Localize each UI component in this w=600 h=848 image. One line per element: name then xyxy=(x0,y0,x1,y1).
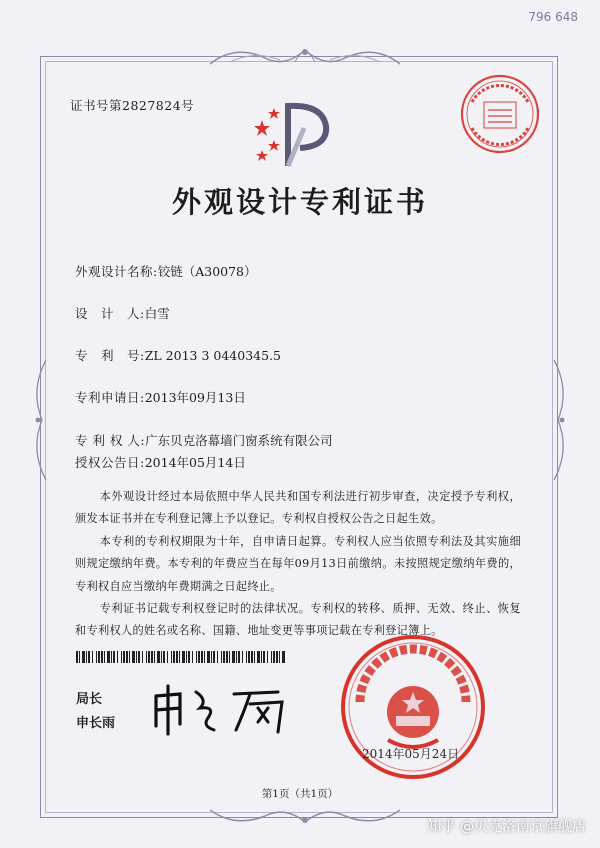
field-value: ZL 2013 3 0440345.5 xyxy=(144,348,281,363)
paragraph: 本外观设计经过本局依照中华人民共和国专利法进行初步审查，决定授予专利权，颁发本证书并在专利登记簿上予以登记。专利权自授权公告之日起生效。 xyxy=(75,490,521,526)
paragraph: 专利证书记载专利权登记时的法律状况。专利权的转移、质押、无效、终止、恢复和专利权人的姓名或名称、国籍、地址变更等事项记载在专利登记簿上。 xyxy=(75,602,521,638)
certificate-body xyxy=(75,486,521,643)
barcode-bar xyxy=(132,651,135,663)
certificate-title: 外观设计专利证书 xyxy=(171,185,428,219)
barcode-bar xyxy=(204,651,205,663)
barcode-bar xyxy=(126,651,128,663)
director-title: 局长 xyxy=(76,692,103,707)
barcode-bar xyxy=(188,651,190,663)
barcode-bar xyxy=(271,651,272,663)
signed-date: 2014年05月24日 xyxy=(362,747,460,761)
barcode-bar xyxy=(136,651,137,663)
paragraph: 本专利的专利权期限为十年，自申请日起算。专利权人应当依照专利法及其实施细则规定缴纳年费。本专利的年费应当在每年09月13日前缴纳。未按照规定缴纳年费的，专利权自应当缴纳年费期满之日起终止。 xyxy=(75,534,521,593)
barcode-bar xyxy=(113,651,115,663)
barcode-bar xyxy=(107,651,110,663)
barcode-bar xyxy=(88,651,90,663)
barcode-bar xyxy=(176,651,178,663)
field-application-date xyxy=(75,388,246,406)
barcode-bar xyxy=(101,651,103,663)
field-value: 白雪 xyxy=(144,306,170,321)
barcode-bar xyxy=(213,651,215,663)
field-label: 专利申请日: xyxy=(75,390,145,405)
barcode-bar xyxy=(173,651,175,663)
field-patentee xyxy=(75,431,333,449)
barcode-bar xyxy=(221,651,222,663)
barcode-bar xyxy=(242,651,243,663)
field-value: 铰链（A30078） xyxy=(157,264,257,279)
barcode-bar xyxy=(76,651,78,663)
field-label: 外观设计名称: xyxy=(75,264,158,279)
barcode-bar xyxy=(79,651,80,663)
barcode-bar xyxy=(123,651,125,663)
barcode-bar xyxy=(217,651,218,663)
barcode-bar xyxy=(211,651,212,663)
right-ornament-icon xyxy=(550,360,572,480)
page-number: 第1页（共1页） xyxy=(261,788,339,800)
barcode-bar xyxy=(282,651,285,663)
barcode-bar xyxy=(167,651,168,663)
top-ornament-icon xyxy=(210,40,400,70)
field-label: 设 计 人: xyxy=(75,306,145,321)
barcode-bar xyxy=(154,651,155,663)
barcode-bar xyxy=(246,651,247,663)
barcode-bar xyxy=(117,651,118,663)
barcode-bar xyxy=(161,651,162,663)
handwritten-note: 796 648 xyxy=(528,10,578,24)
barcode-bar xyxy=(276,651,278,663)
field-label: 专 利 号: xyxy=(75,348,145,363)
barcode-bar xyxy=(229,651,230,663)
barcode-bar xyxy=(248,651,250,663)
barcode-bar xyxy=(179,651,180,663)
barcode-bar xyxy=(121,651,122,663)
barcode-bar xyxy=(163,651,165,663)
certificate-number: 证书号第2827824号 xyxy=(70,98,195,113)
barcode-bar xyxy=(86,651,87,663)
barcode-bar xyxy=(223,651,225,663)
patent-office-logo-icon xyxy=(252,100,342,170)
barcode-bar xyxy=(92,651,93,663)
barcode-bar xyxy=(232,651,235,663)
agency-stamp-icon xyxy=(458,72,542,156)
barcode-bar xyxy=(157,651,160,663)
barcode-bar xyxy=(192,651,193,663)
field-value: 广东贝克洛幕墙门窗系统有限公司 xyxy=(145,433,333,448)
barcode-bar xyxy=(146,651,147,663)
barcode-bar xyxy=(198,651,200,663)
barcode-bar xyxy=(82,651,85,663)
director-name: 申长雨 xyxy=(76,716,116,731)
barcode-bar xyxy=(98,651,100,663)
barcode-bar xyxy=(226,651,228,663)
watermark: 知乎 @贝克洛南京旗舰店 xyxy=(427,819,586,835)
barcode-bar xyxy=(236,651,237,663)
field-label: 授权公告日: xyxy=(75,455,145,470)
field-design-name xyxy=(75,262,257,280)
barcode-bar xyxy=(104,651,105,663)
barcode-bar xyxy=(182,651,185,663)
barcode-bar xyxy=(142,651,143,663)
barcode-bar xyxy=(279,651,280,663)
barcode-bar xyxy=(148,651,150,663)
barcode-bar xyxy=(254,651,255,663)
field-designer xyxy=(75,304,170,322)
barcode-bar xyxy=(261,651,262,663)
barcode-bar xyxy=(251,651,253,663)
field-grant-date xyxy=(75,453,246,471)
barcode-bar xyxy=(273,651,275,663)
barcode-icon xyxy=(76,651,286,663)
barcode-bar xyxy=(196,651,197,663)
signature-icon xyxy=(150,682,300,738)
field-value: 2014年05月14日 xyxy=(144,455,246,470)
barcode-bar xyxy=(267,651,268,663)
barcode-bar xyxy=(111,651,112,663)
bottom-ornament-icon xyxy=(210,806,400,832)
barcode-bar xyxy=(186,651,187,663)
barcode-bar xyxy=(129,651,130,663)
barcode-bar xyxy=(138,651,140,663)
barcode-bar xyxy=(96,651,97,663)
field-value: 2013年09月13日 xyxy=(144,390,246,405)
barcode-bar xyxy=(151,651,153,663)
barcode-bar xyxy=(238,651,240,663)
left-ornament-icon xyxy=(28,360,50,480)
field-label: 专 利 权 人: xyxy=(75,433,146,448)
barcode-bar xyxy=(201,651,203,663)
field-patent-number xyxy=(75,346,281,364)
barcode-bar xyxy=(207,651,210,663)
barcode-bar xyxy=(171,651,172,663)
barcode-bar xyxy=(257,651,260,663)
barcode-bar xyxy=(263,651,265,663)
